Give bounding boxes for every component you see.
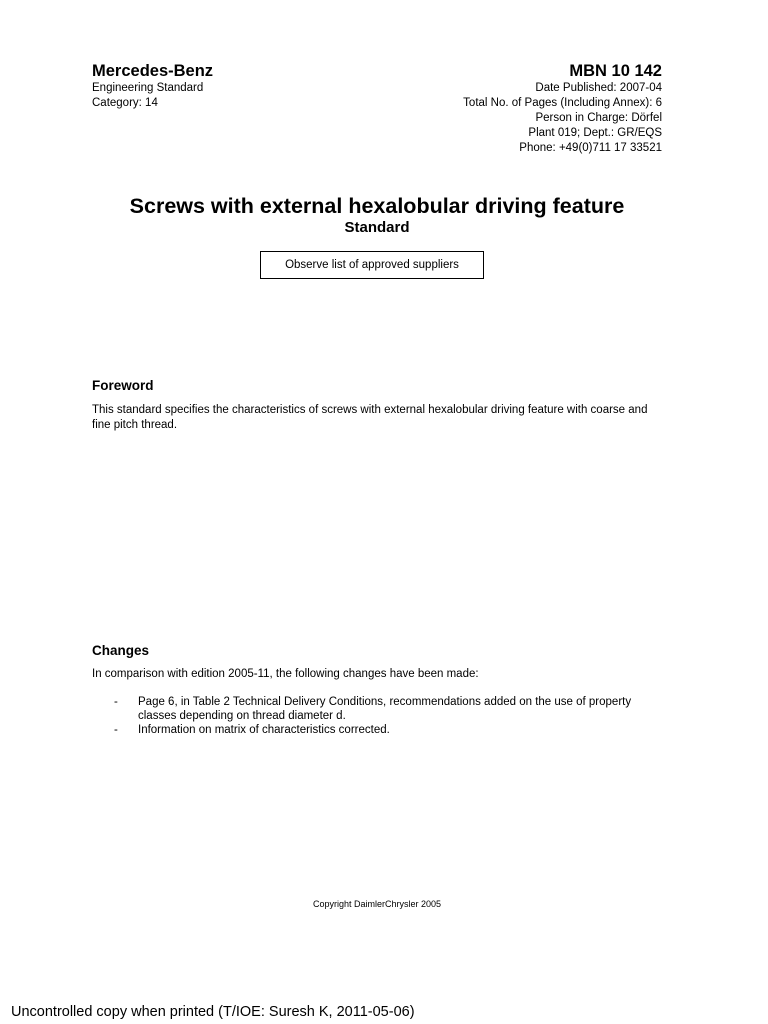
changes-heading: Changes <box>92 643 150 658</box>
list-item-text: Information on matrix of characteristics corrected. <box>138 724 390 736</box>
list-item-text: Page 6, in Table 2 Technical Delivery Conditions, recommendations added on the use of property classes depending on thread diameter d. <box>138 696 632 722</box>
copyright-notice: Copyright DaimlerChrysler 2005 <box>312 899 442 909</box>
uncontrolled-copy-notice: Uncontrolled copy when printed (T/IOE: Suresh K, 2011-05-06) <box>11 1004 415 1020</box>
document-subtitle: Standard <box>344 219 410 236</box>
document-number: MBN 10 142 <box>569 62 662 80</box>
list-bullet: - <box>114 696 118 708</box>
standard-type: Engineering Standard <box>92 82 204 94</box>
brand-name: Mercedes-Benz <box>92 62 214 80</box>
foreword-body: This standard specifies the characteristics of screws with external hexalobular driving feature with coarse and fine pitch thread. <box>92 404 648 431</box>
header-right-block <box>332 61 662 156</box>
person-in-charge: Person in Charge: Dörfel <box>535 112 662 124</box>
changes-intro: In comparison with edition 2005-11, the following changes have been made: <box>92 668 479 680</box>
total-pages: Total No. of Pages (Including Annex): 6 <box>463 97 662 109</box>
title-block <box>0 193 754 237</box>
plant-department: Plant 019; Dept.: GR/EQS <box>528 127 662 139</box>
list-bullet: - <box>114 724 118 736</box>
list-item <box>92 695 672 723</box>
changes-list <box>92 695 672 737</box>
approved-suppliers-note: Observe list of approved suppliers <box>260 251 484 279</box>
phone-number: Phone: +49(0)711 17 33521 <box>519 142 662 154</box>
list-item <box>92 723 672 737</box>
category: Category: 14 <box>92 97 158 109</box>
date-published: Date Published: 2007-04 <box>535 82 662 94</box>
document-title: Screws with external hexalobular driving feature <box>129 194 625 218</box>
header-left-block <box>92 61 332 111</box>
foreword-heading: Foreword <box>92 378 154 393</box>
